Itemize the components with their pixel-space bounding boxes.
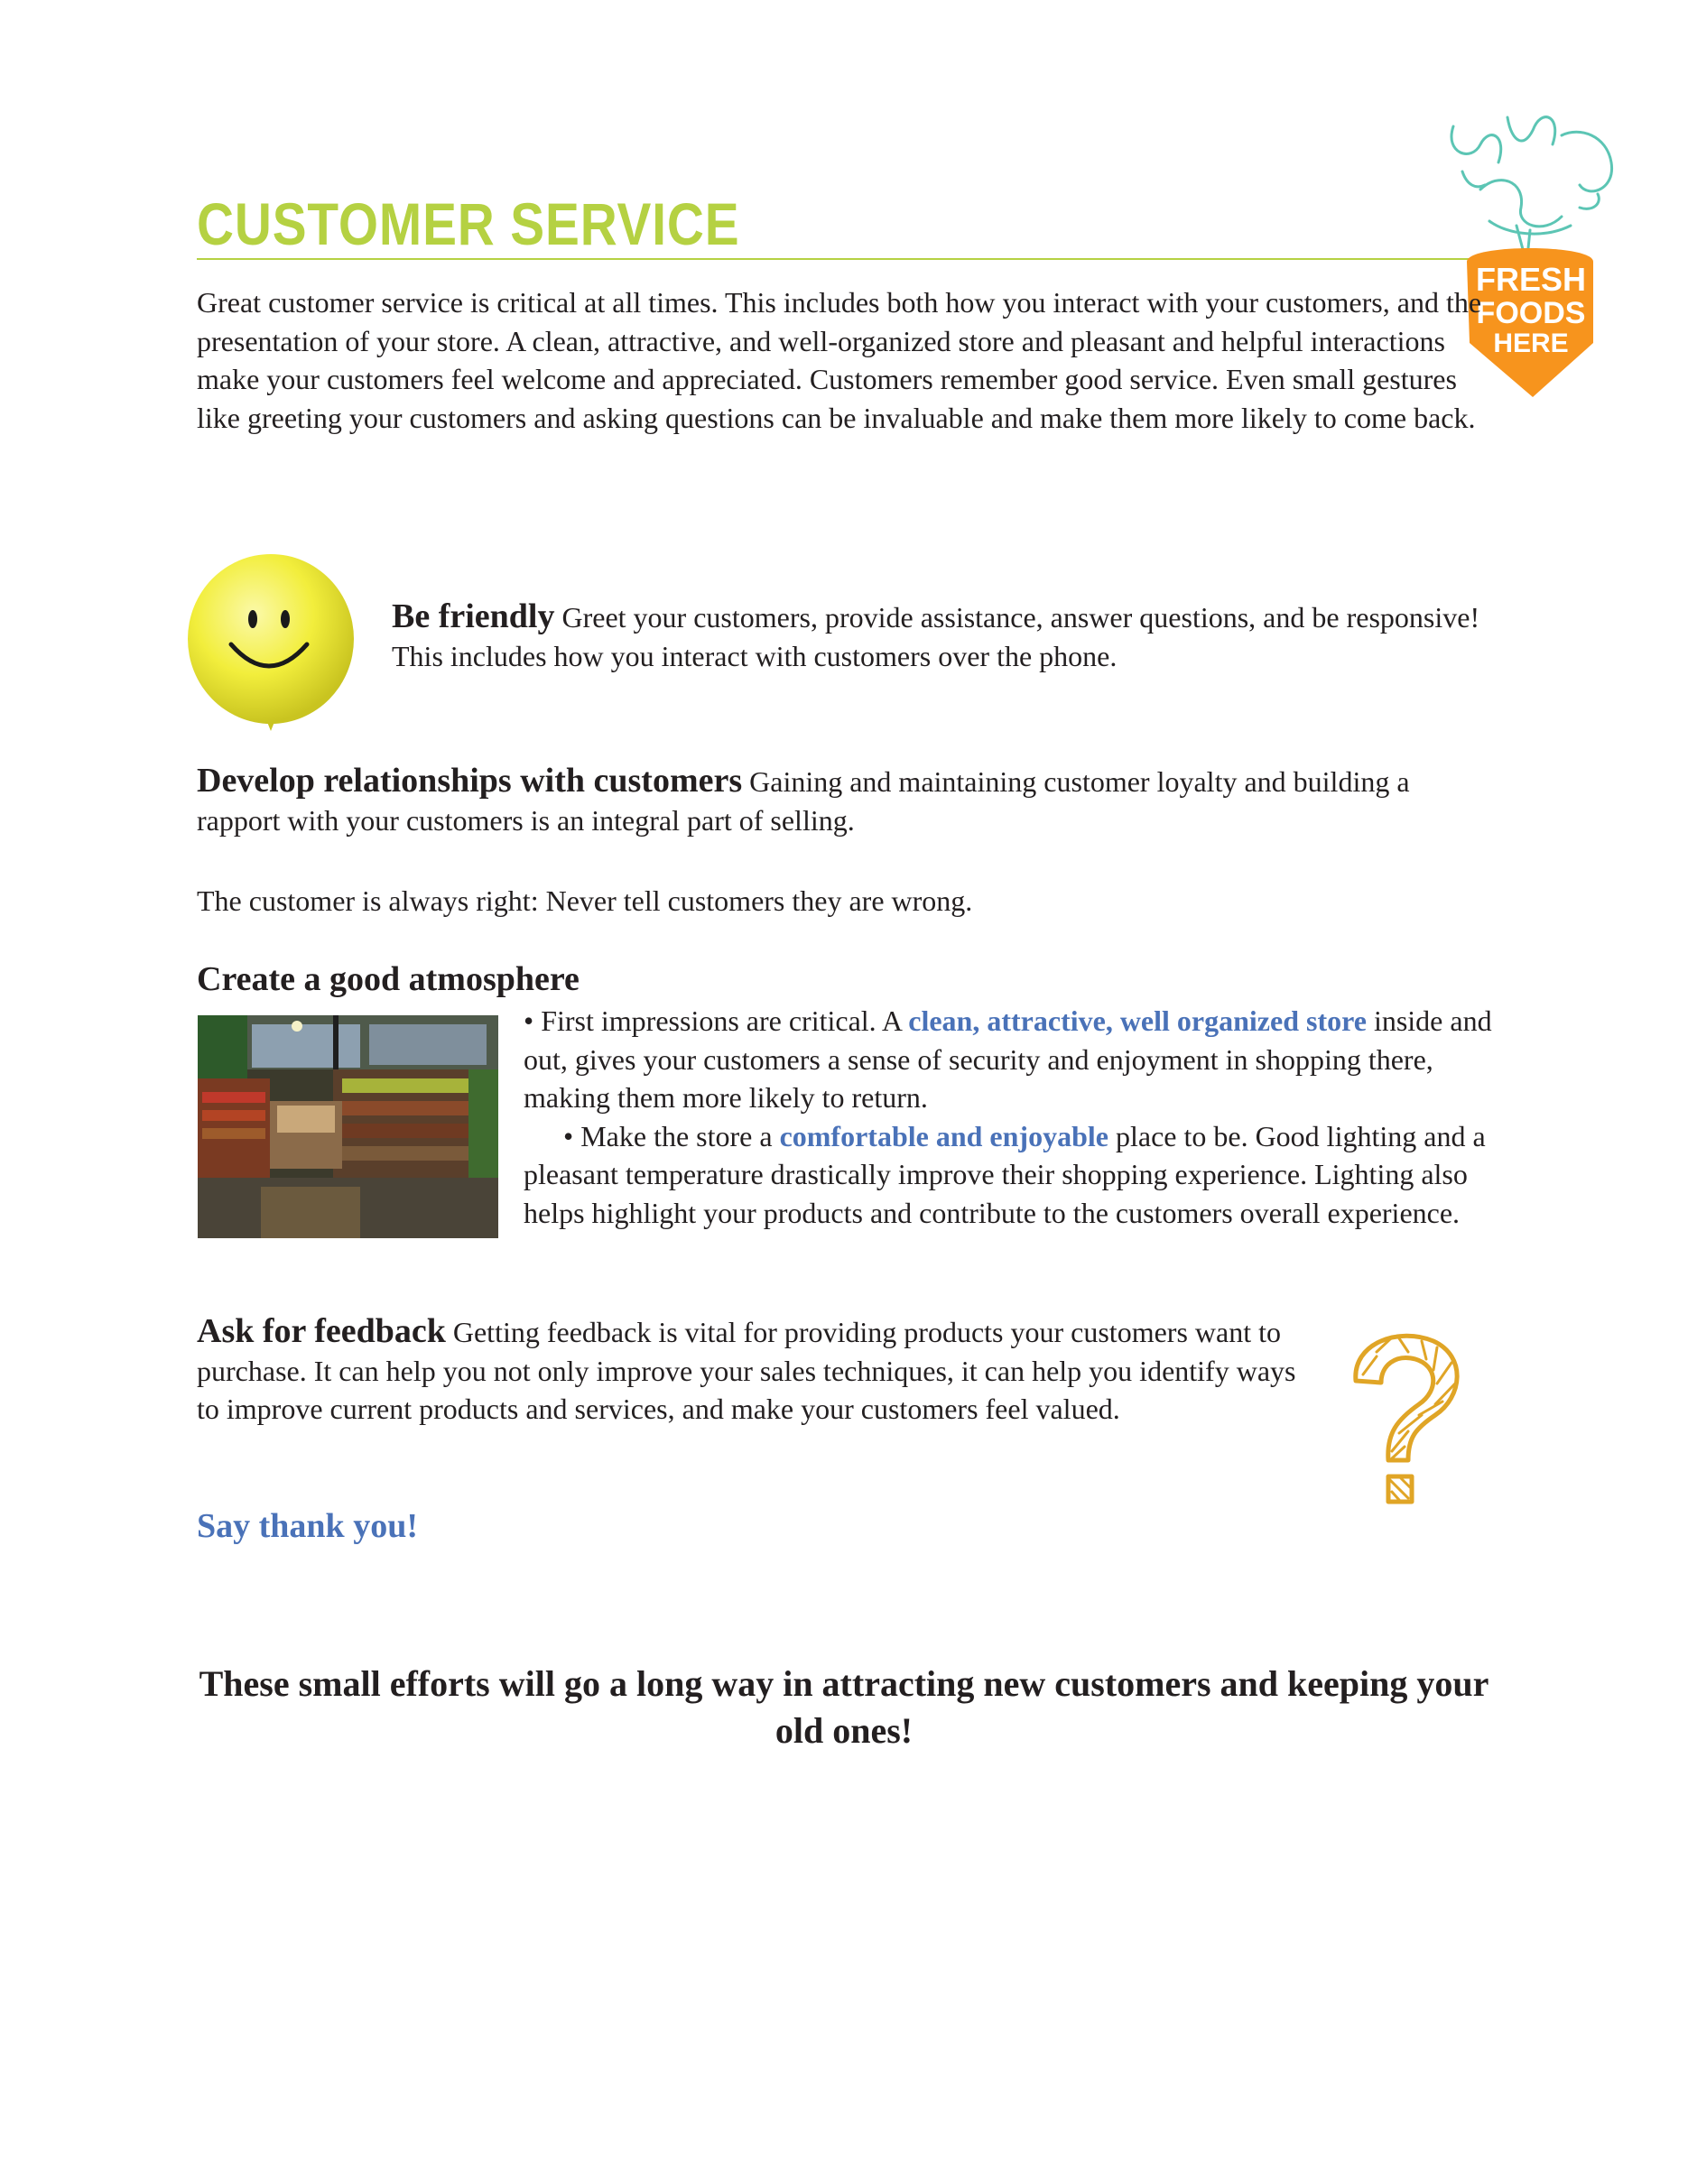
logo-here: HERE: [1493, 329, 1569, 358]
say-thank-you: Say thank you!: [197, 1507, 418, 1545]
bullet-1-highlight: clean, attractive, well organized store: [908, 1004, 1367, 1037]
logo-foods: FOODS: [1476, 296, 1586, 330]
question-mark-icon: [1336, 1325, 1471, 1514]
relationships-paragraph: [197, 762, 1497, 839]
atmosphere-bullet-2: [524, 1117, 1516, 1233]
bullet-1-prefix: • First impressions are critical. A: [524, 1004, 909, 1037]
be-friendly-lead: Be friendly: [392, 597, 555, 635]
store-interior-photo: [198, 1015, 498, 1238]
be-friendly-text: Greet your customers, provide assistance, answer questions, and be responsive! This includes how you interact with customers over the phone.: [392, 601, 1480, 672]
always-right-paragraph: The customer is always right: Never tell customers they are wrong.: [197, 884, 973, 917]
be-friendly-paragraph: [392, 597, 1529, 675]
feedback-lead: Ask for feedback: [197, 1312, 446, 1350]
smiley-balloon-image: [181, 552, 361, 733]
logo-script-swirls: [1451, 117, 1612, 257]
atmosphere-bullets: [524, 1002, 1516, 1232]
title-rule: [197, 258, 1515, 260]
atmosphere-bullet-1: [524, 1002, 1516, 1117]
logo-fresh: FRESH: [1475, 261, 1587, 298]
bullet-2-prefix: • Make the store a: [563, 1119, 780, 1152]
bullet-2-suffix: place to be. Good lighting and a pleasant temperature drastically improve their shopping experience. Lighting also helps highlight your products and contribute to the customers overall experience.: [524, 1119, 1486, 1229]
closing-statement: These small efforts will go a long way in attracting new customers and keeping your old ones!: [199, 1663, 1489, 1751]
page-title: CUSTOMER SERVICE: [197, 190, 740, 257]
bullet-2-highlight: comfortable and enjoyable: [779, 1119, 1108, 1152]
relationships-text: Gaining and maintaining customer loyalty and building a rapport with your customers is an integral part of selling.: [197, 765, 1410, 837]
atmosphere-heading: Create a good atmosphere: [197, 960, 580, 998]
feedback-text: Getting feedback is vital for providing products your customers want to purchase. It can help you not only improve your sales techniques, it can help you identify ways to improve current products and services, and make your customers feel valued.: [197, 1316, 1296, 1425]
intro-paragraph: Great customer service is critical at all times. This includes both how you interact with your customers, and the presentation of your store. A clean, attractive, and well-organized store and pleasant and helpful interactions make your customers feel welcome and appreciated. Customers remember good service. Even small gestures like greeting your customers and asking questions can be invaluable and make them more likely to come back.: [197, 286, 1482, 434]
bullet-1-suffix: inside and out, gives your customers a sense of security and enjoyment in shopping there, making them more likely to return.: [524, 1004, 1492, 1114]
feedback-paragraph: [197, 1312, 1307, 1429]
relationships-lead: Develop relationships with customers: [197, 762, 743, 800]
